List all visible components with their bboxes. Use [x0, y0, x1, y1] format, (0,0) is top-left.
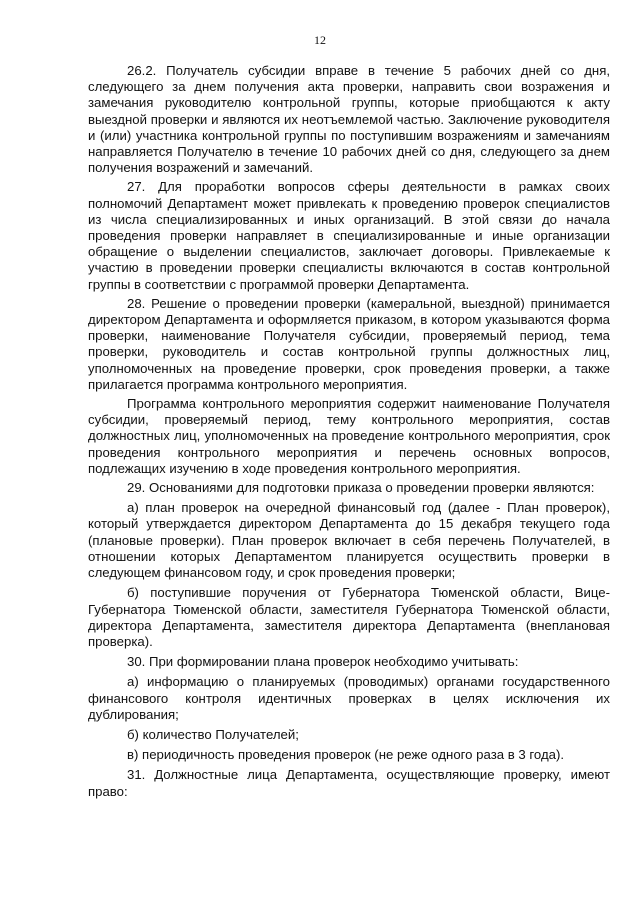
paragraph-29-b: б) поступившие поручения от Губернатора Тюменской области, Вице-Губернатора Тюменской области, заместителя Губернатора Тюменской области, директора Департамента, заместителя директора Департамента (внеплановая проверка). [88, 585, 610, 649]
paragraph-27: 27. Для проработки вопросов сферы деятельности в рамках своих полномочий Департамент может привлекать к проведению проверок специалистов из числа специализированных и иных организаций. В этой связи до начала проведения проверки направляет в специализированные и иные организации обращение о выделении специалистов, заключает договоры. Привлекаемые к участию в проведении проверки специалисты включаются в состав контрольной группы в соответствии с программой проверки Департамента. [88, 179, 610, 292]
paragraph-30-b: б) количество Получателей; [127, 726, 299, 742]
paragraph-29-a: а) план проверок на очередной финансовый год (далее - План проверок), который утверждается директором Департамента до 15 декабря текущего года (плановые проверки). План проверок включает в себя перечень Получателей, в отношении которых Департаментом планируется осуществить проверки в следующем финансовом году, и срок проведения проверки; [88, 500, 610, 581]
paragraph-program: Программа контрольного мероприятия содержит наименование Получателя субсидии, проверяемый период, тему контрольного мероприятия, состав должностных лиц, уполномоченных на проведение контрольного мероприятия, срок проведения контрольного мероприятия и перечень основных вопросов, подлежащих изучению в ходе проведения контрольного мероприятия. [88, 396, 610, 476]
paragraph-30-a: а) информацию о планируемых (проводимых) органами государственного финансового контроля идентичных проверках в целях исключения их дублирования; [88, 674, 610, 722]
paragraph-29: 29. Основаниями для подготовки приказа о проведении проверки являются: [127, 480, 595, 496]
paragraph-30-v: в) периодичность проведения проверок (не реже одного раза в 3 года). [127, 747, 565, 763]
page-number: 12 [314, 33, 326, 47]
paragraph-26-2: 26.2. Получатель субсидии вправе в течение 5 рабочих дней со дня, следующего за днем получения акта проверки, направить свои возражения и замечания руководителю контрольной группы, которые приобщаются к акту выездной проверки и являются их неотъемлемой частью. Заключение руководителя и (или) участника контрольной группы по поступившим возражениям и замечаниям направляется Получателю в течение 10 рабочих дней со дня, следующего за днем получения возражений и замечаний. [88, 63, 610, 176]
document-body [88, 63, 610, 803]
paragraph-28: 28. Решение о проведении проверки (камеральной, выездной) принимается директором Департамента и оформляется приказом, в котором указываются форма проверки, наименование Получателя субсидии, проверяемый период, тема проверки, руководитель и состав контрольной группы должностных лиц, уполномоченных на проведение проверки, срок проведения проверки, а также прилагается программа контрольного мероприятия. [88, 295, 610, 392]
paragraph-31: 31. Должностные лица Департамента, осуществляющие проверку, имеют право: [88, 767, 610, 799]
paragraph-30: 30. При формировании плана проверок необходимо учитывать: [127, 654, 519, 670]
